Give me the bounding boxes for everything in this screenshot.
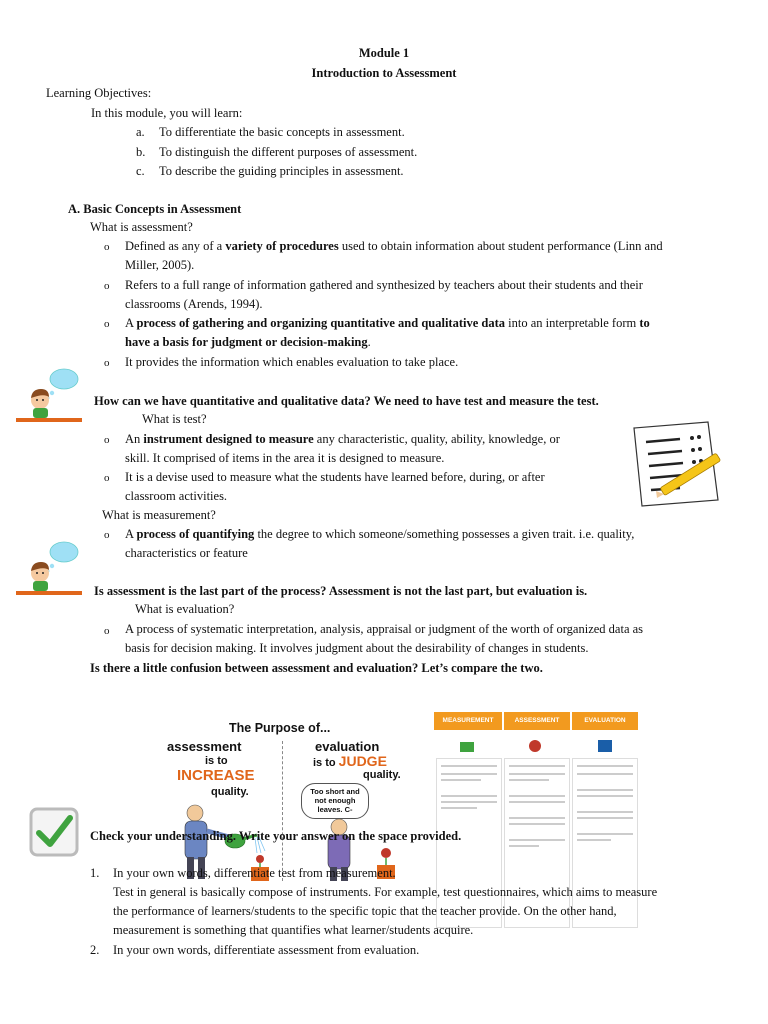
callout-text: Is assessment is the last part of the process? Assessment is not the last part, but evaluation is. bbox=[94, 584, 588, 598]
header-assessment: ASSESSMENT bbox=[514, 717, 560, 724]
divider bbox=[282, 741, 283, 881]
definition-text: A process of systematic interpretation, analysis, appraisal or judgment of the worth of organized data as bbox=[125, 622, 644, 636]
definition-text: It is a devise used to measure what the students have learned before, during, or after bbox=[125, 470, 545, 484]
bullet-marker: o bbox=[104, 529, 110, 541]
definition-text: characteristics or feature bbox=[125, 546, 248, 560]
bullet-marker: o bbox=[104, 357, 110, 369]
bullet-marker: o bbox=[104, 625, 110, 637]
question-text: In your own words, differentiate test from measurement. bbox=[113, 866, 396, 880]
definition-text: classrooms (Arends, 1994). bbox=[125, 297, 263, 311]
objective-marker: a. bbox=[136, 125, 145, 139]
document-icon bbox=[598, 740, 612, 752]
definition-text: skill. It comprised of items in the area it is designed to measure. bbox=[125, 451, 445, 465]
thinking-student-icon bbox=[14, 367, 86, 429]
objective-item: To describe the guiding principles in assessment. bbox=[159, 164, 404, 178]
definition-text: A process of gathering and organizing quantitative and qualitative data into an interpretable form to bbox=[125, 316, 650, 330]
question-number: 2. bbox=[90, 943, 100, 957]
definition-text: A process of quantifying the degree to which someone/something possesses a given trait. i.e. quality, bbox=[125, 527, 635, 541]
bullet-marker: o bbox=[104, 280, 110, 292]
definition-text: Defined as any of a variety of procedures used to obtain information about student performance (Linn and bbox=[125, 239, 663, 253]
definition-text: Miller, 2005). bbox=[125, 258, 195, 272]
thinking-student-icon bbox=[14, 540, 86, 602]
chart-icon bbox=[529, 740, 541, 752]
checkmark-icon bbox=[28, 806, 80, 858]
bullet-marker: o bbox=[104, 318, 110, 330]
evaluation-word: evaluation bbox=[315, 739, 380, 754]
answer-text: measurement is something that quantifies what learner/students acquire. bbox=[113, 923, 474, 937]
quality-text: quality. bbox=[363, 769, 401, 781]
compare-prompt: Is there a little confusion between assessment and evaluation? Let’s compare the two. bbox=[90, 661, 543, 675]
purpose-infographic bbox=[143, 713, 419, 883]
module-label: Module 1 bbox=[358, 46, 410, 60]
infographic-title: The Purpose of... bbox=[229, 721, 331, 735]
definition-text: classroom activities. bbox=[125, 489, 228, 503]
bullet-marker: o bbox=[104, 241, 110, 253]
answer-text: the performance of learners/students to the specific topic that the teacher provide. On the other hand, bbox=[113, 904, 617, 918]
question-label: What is test? bbox=[142, 412, 207, 426]
definition-text: An instrument designed to measure any characteristic, quality, ability, knowledge, or bbox=[125, 432, 560, 446]
callout-text: How can we have quantitative and qualitative data? We need to have test and measure the test. bbox=[94, 394, 599, 408]
definition-text: have a basis for judgment or decision-making. bbox=[125, 335, 371, 349]
definition-text: It provides the information which enables evaluation to take place. bbox=[125, 355, 459, 369]
check-heading: Check your understanding. Write your answer on the space provided. bbox=[90, 829, 462, 843]
objective-marker: c. bbox=[136, 164, 145, 178]
header-evaluation: EVALUATION bbox=[584, 717, 626, 724]
evaluation-column bbox=[572, 758, 638, 928]
section-heading: A. Basic Concepts in Assessment bbox=[68, 202, 242, 216]
question-label: What is measurement? bbox=[102, 508, 216, 522]
definition-text: Refers to a full range of information gathered and synthesized by teachers about their students and their bbox=[125, 278, 643, 292]
objectives-intro: In this module, you will learn: bbox=[91, 106, 243, 120]
is-to-judge: is to JUDGE bbox=[313, 753, 387, 769]
quality-text: quality. bbox=[211, 786, 249, 798]
objective-marker: b. bbox=[136, 145, 146, 159]
increase-word: INCREASE bbox=[177, 767, 255, 784]
bullet-marker: o bbox=[104, 434, 110, 446]
question-label: What is evaluation? bbox=[135, 602, 235, 616]
page-title: Introduction to Assessment bbox=[311, 66, 457, 80]
header-measurement: MEASUREMENT bbox=[442, 717, 494, 724]
answer-text: Test in general is basically compose of instruments. For example, test questionnaires, which aims to measure bbox=[113, 885, 658, 899]
objectives-heading: Learning Objectives: bbox=[46, 86, 152, 100]
definition-text: basis for decision making. It involves judgment about the desirability of changes in students. bbox=[125, 641, 589, 655]
test-paper-icon bbox=[620, 418, 730, 514]
objective-item: To distinguish the different purposes of assessment. bbox=[159, 145, 418, 159]
bubble-text: Too short and not enough leaves. C- bbox=[310, 787, 360, 814]
question-number: 1. bbox=[90, 866, 100, 880]
assessment-column bbox=[504, 758, 570, 928]
question-label: What is assessment? bbox=[90, 220, 193, 234]
question-text: In your own words, differentiate assessment from evaluation. bbox=[113, 943, 420, 957]
bullet-marker: o bbox=[104, 472, 110, 484]
assessment-word: assessment bbox=[167, 739, 242, 754]
ruler-icon bbox=[460, 742, 474, 752]
is-to-text: is to bbox=[205, 755, 228, 767]
objective-item: To differentiate the basic concepts in assessment. bbox=[159, 125, 405, 139]
